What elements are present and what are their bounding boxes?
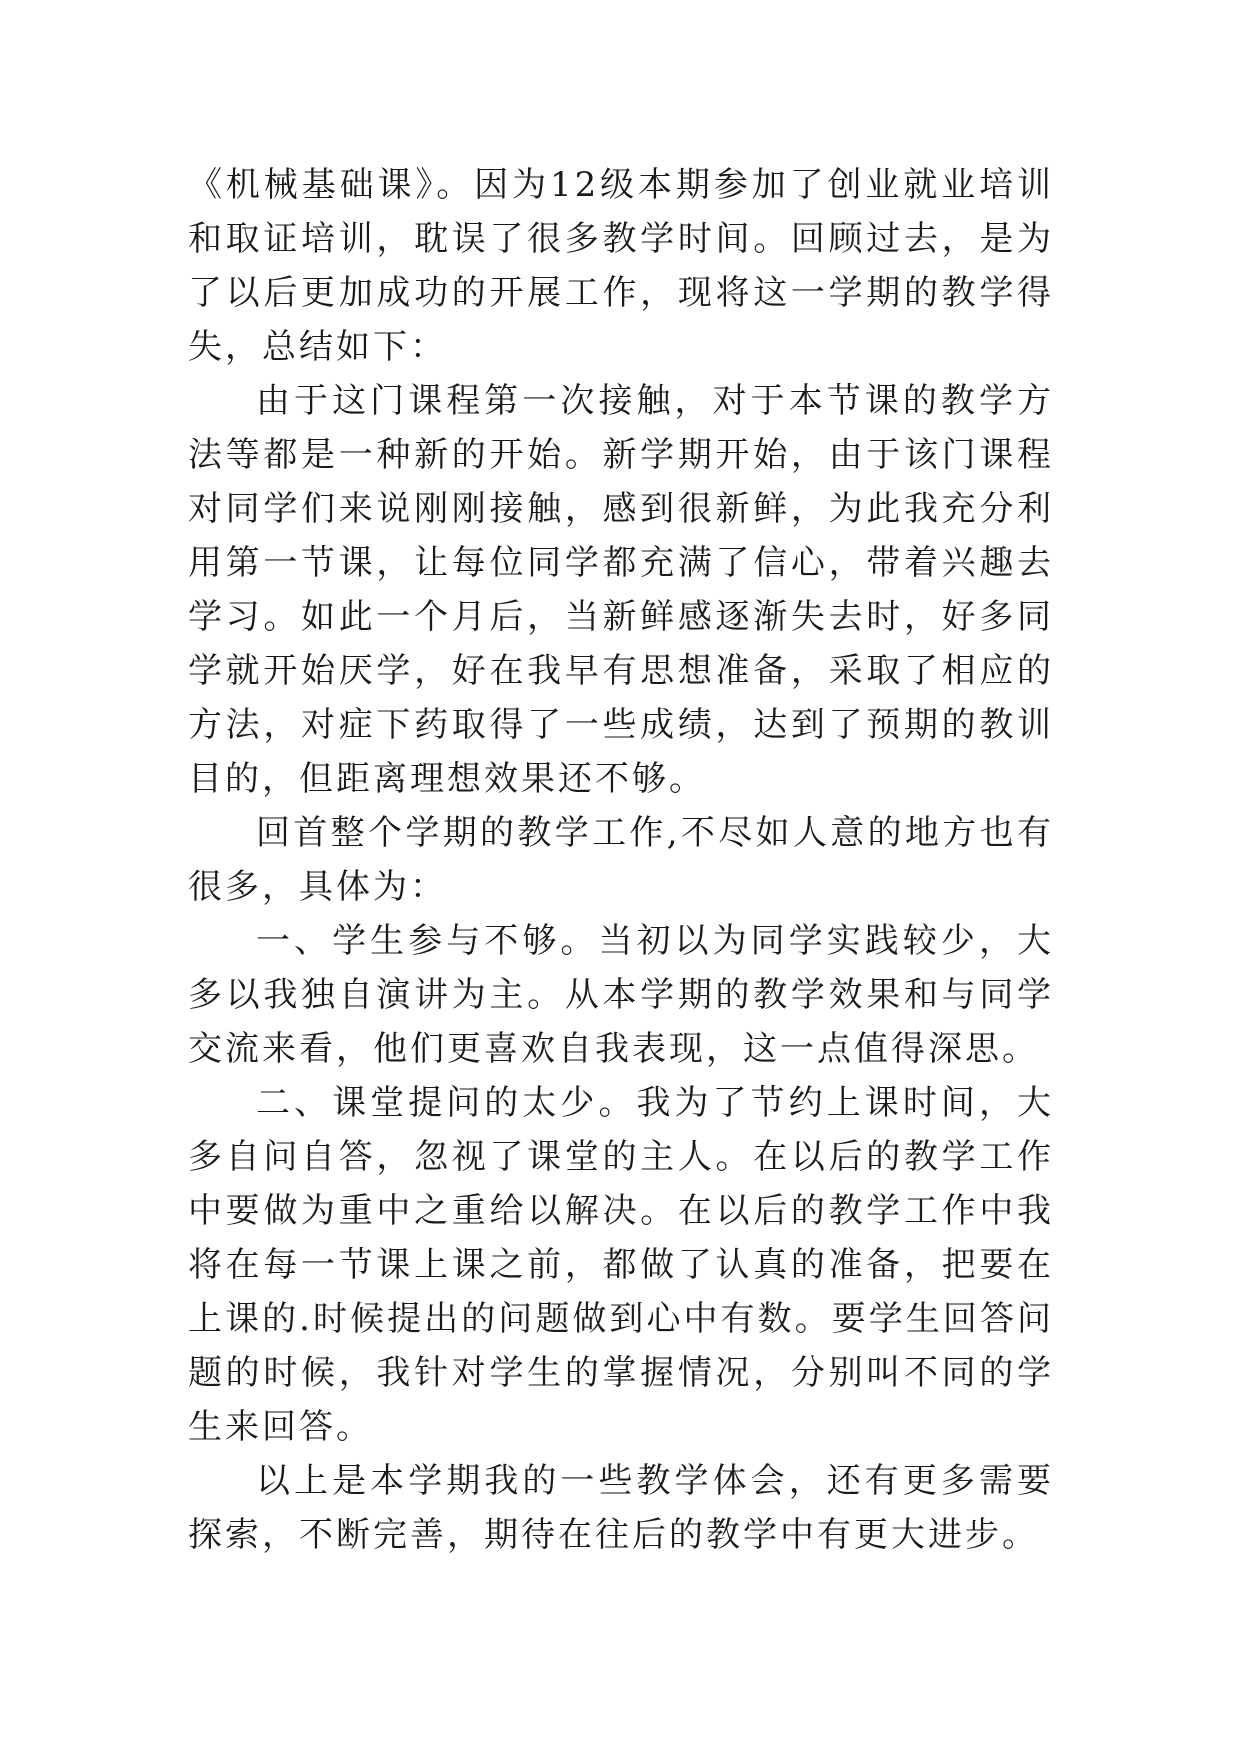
paragraph-point-two: 二、课堂提问的太少。我为了节约上课时间，大多自问自答，忽视了课堂的主人。在以后的教学工作中要做为重中之重给以解决。在以后的教学工作中我将在每一节课上课之前，都做了认真的准备，把要在上课的.时候提出的问题做到心中有数。要学生回答问题的时候，我针对学生的掌握情况，分别叫不同的学生来回答。: [188, 1083, 1054, 1447]
paragraph-course-experience: 由于这门课程第一次接触，对于本节课的教学方法等都是一种新的开始。新学期开始，由于该门课程对同学们来说刚刚接触，感到很新鲜，为此我充分利用第一节课，让每位同学都充满了信心，带着兴趣去学习。如此一个月后，当新鲜感逐渐失去时，好多同学就开始厌学，好在我早有思想准备，采取了相应的方法，对症下药取得了一些成绩，达到了预期的教训目的，但距离理想效果还不够。: [188, 381, 1054, 799]
paragraph-point-one: 一、学生参与不够。当初以为同学实践较少，大多以我独自演讲为主。从本学期的教学效果和与同学交流来看，他们更喜欢自我表现，这一点值得深思。: [188, 921, 1054, 1069]
paragraph-shortcomings-heading: 回首整个学期的教学工作,不尽如人意的地方也有很多，具体为：: [188, 813, 1054, 907]
paragraph-conclusion: 以上是本学期我的一些教学体会，还有更多需要探索，不断完善，期待在往后的教学中有更大进步。: [188, 1461, 1054, 1555]
paragraph-intro: 《机械基础课》。因为12级本期参加了创业就业培训和取证培训，耽误了很多教学时间。回顾过去，是为了以后更加成功的开展工作，现将这一学期的教学得失，总结如下：: [188, 165, 1054, 367]
document-body: [188, 158, 1054, 1562]
